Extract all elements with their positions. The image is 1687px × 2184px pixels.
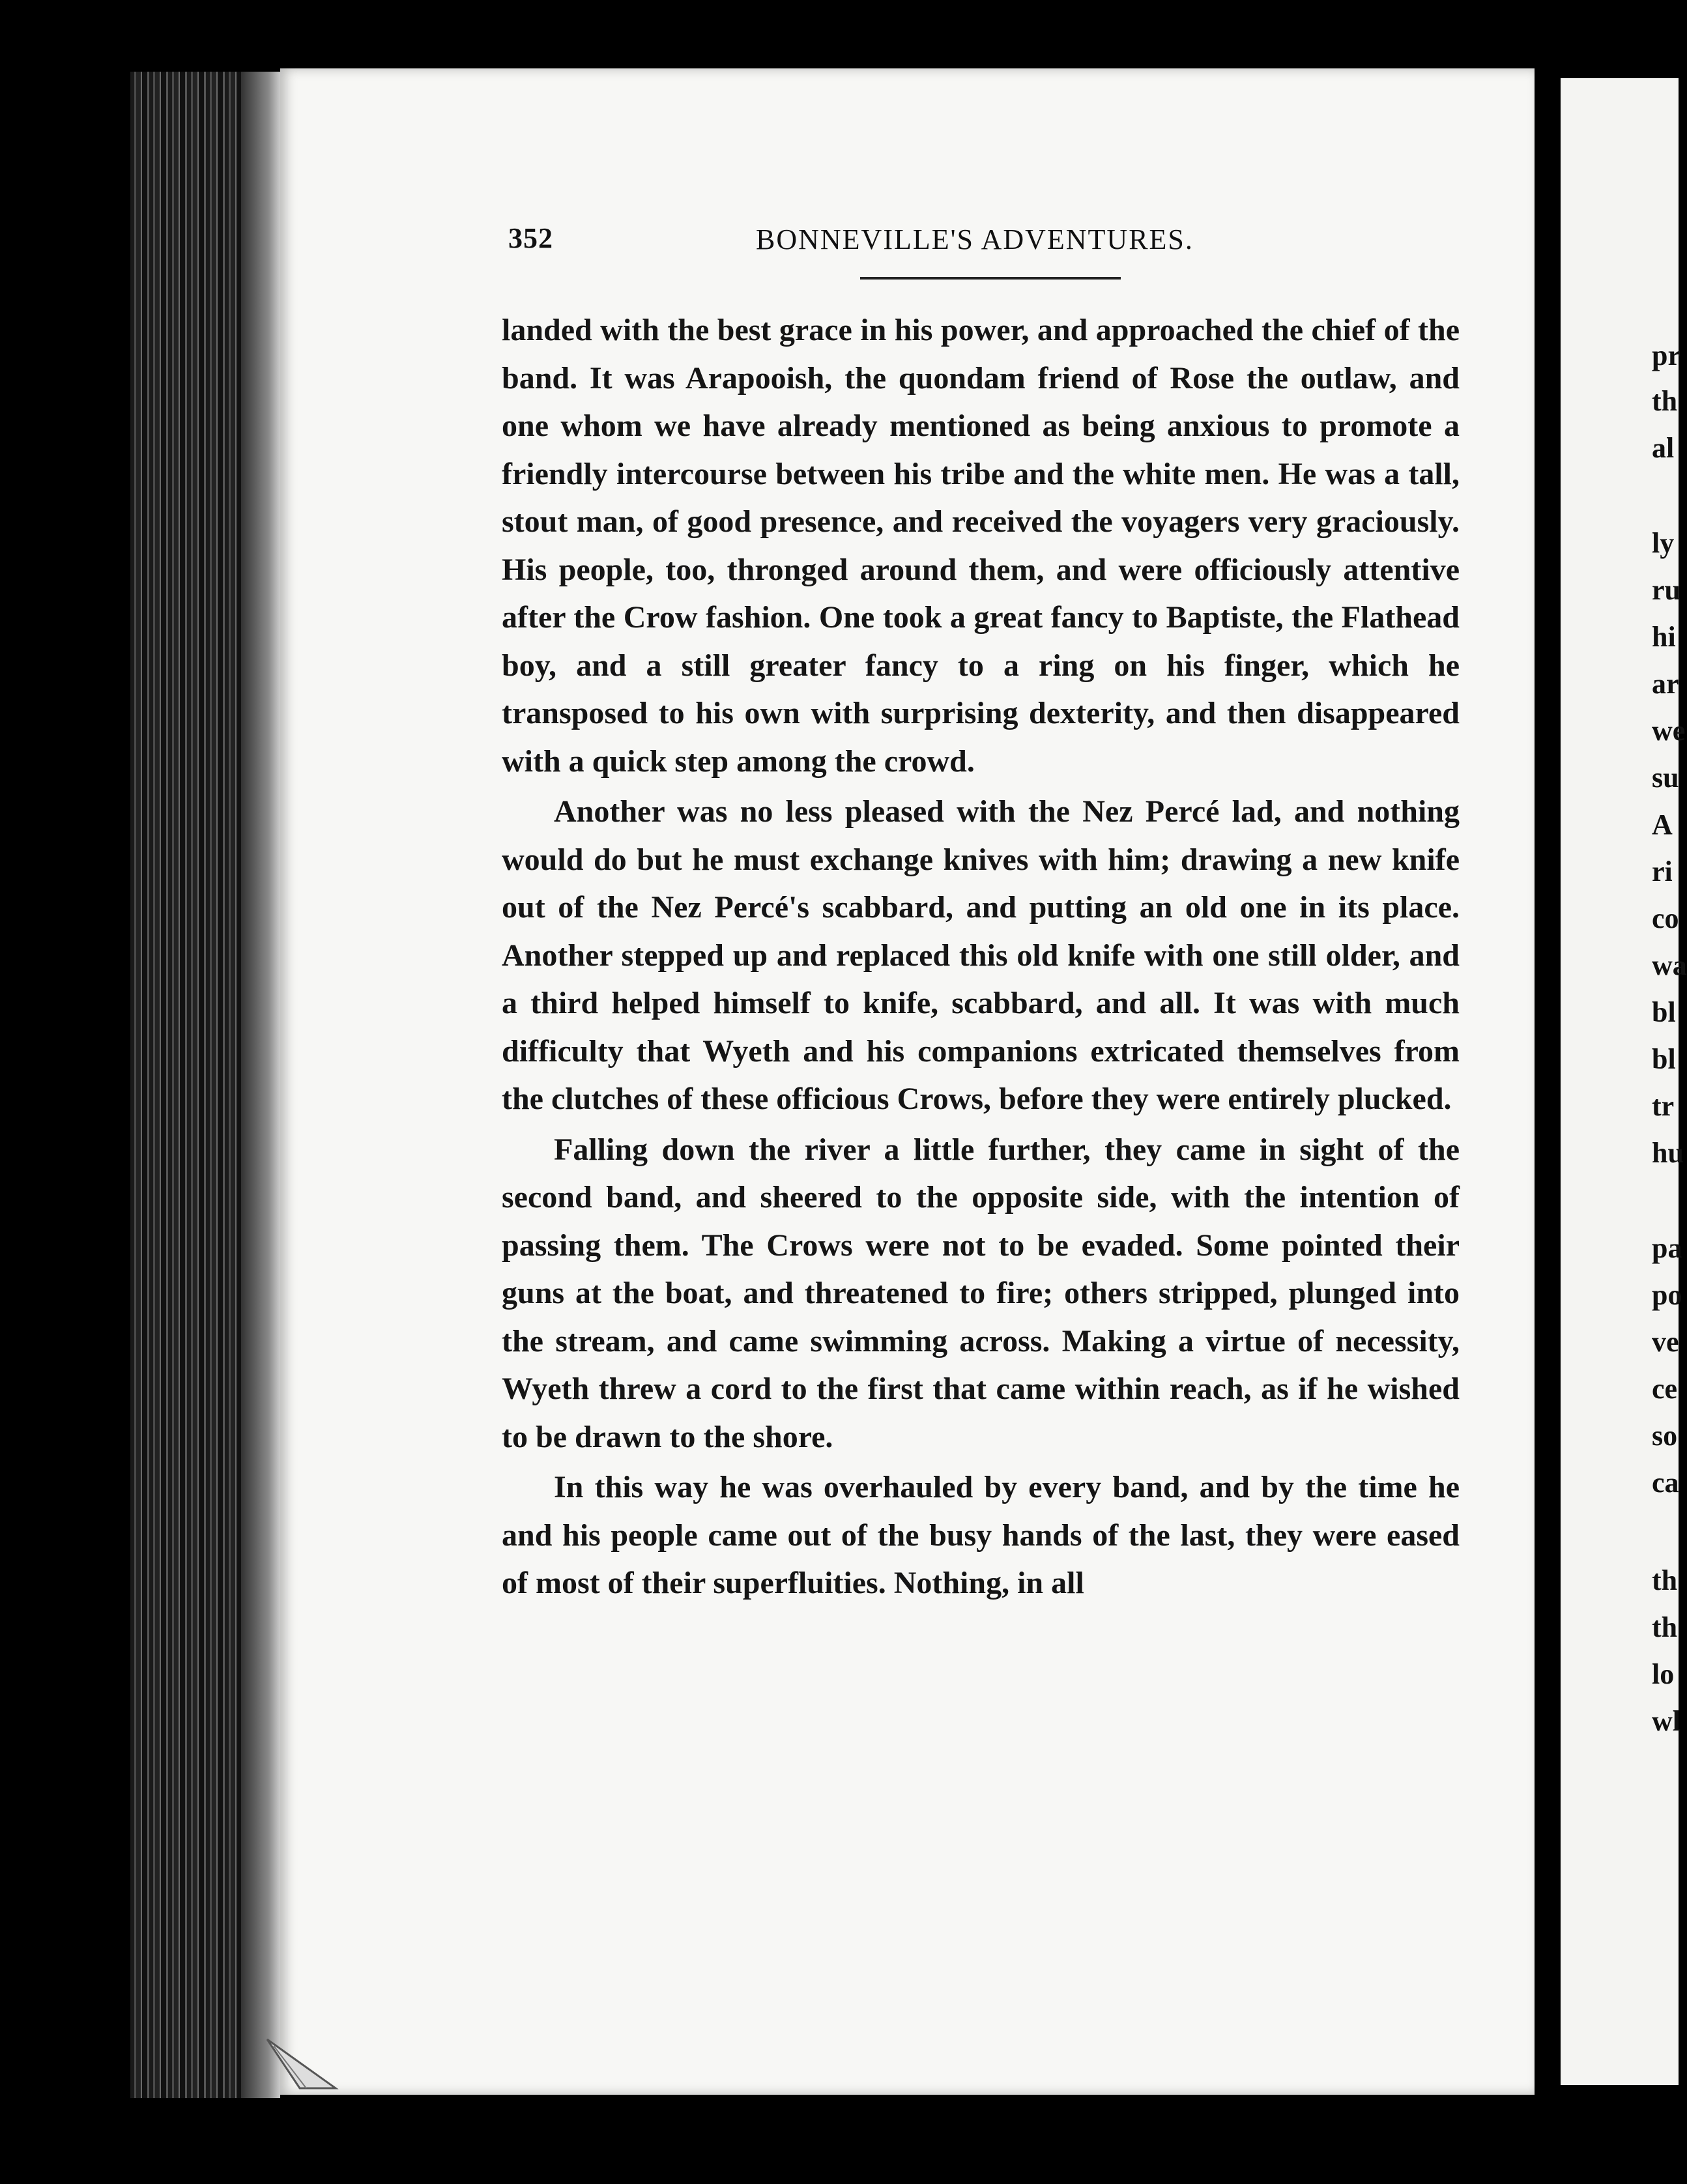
facing-page-fragment: ca [1652, 1467, 1679, 1499]
facing-page-edge [1561, 78, 1679, 2085]
facing-page-fragment: ve [1652, 1326, 1679, 1358]
facing-page-fragment: th [1652, 1564, 1678, 1596]
facing-page-fragment: hu [1652, 1137, 1684, 1169]
facing-page-fragment: tr [1652, 1090, 1675, 1122]
page-body-text [502, 306, 1460, 1607]
facing-page-fragment: so [1652, 1420, 1678, 1452]
facing-page-fragment: po [1652, 1279, 1682, 1311]
facing-page-fragment: ly [1652, 527, 1675, 559]
facing-page-fragment: th [1652, 1611, 1678, 1643]
paragraph: landed with the best grace in his power, and approached the chief of the band. It was Arapooish, the quondam friend of Rose the outlaw, and one whom we have already mentioned as being anxious to promote a friendly intercourse between his tribe and the white men. He was a tall, stout man, of good presence, and received the voyagers very graciously. His people, too, thronged around them, and were officiously attentive after the Crow fashion. One took a great fancy to Baptiste, the Flathead boy, and a still greater fancy to a ring on his finger, which he transposed to his own with surprising dexterity, and then disappeared with a quick step among the crowd. [502, 313, 1460, 779]
facing-page-fragment: ri [1652, 855, 1673, 887]
facing-page-fragment: bl [1652, 1043, 1676, 1075]
facing-page-fragment: wa [1652, 949, 1687, 981]
facing-page-fragment: th [1652, 385, 1678, 417]
facing-page-fragment: co [1652, 902, 1679, 934]
facing-page-fragment: we [1652, 715, 1686, 747]
page-number: 352 [508, 222, 553, 254]
facing-page-fragment: su [1652, 762, 1679, 794]
header-rule [860, 277, 1121, 280]
facing-page-fragment: pa [1652, 1232, 1682, 1264]
paragraph: Falling down the river a little further, they came in sight of the second band, and sheered to the opposite side, with the intention of passing them. The Crows were not to be evaded. Some pointed their guns at the boat, and threatened to fire; others stripped, plunged into the stream, and came swimming across. Making a virtue of necessity, Wyeth threw a cord to the first that came within reach, as if he wished to be drawn to the shore. [502, 1132, 1460, 1454]
facing-page-fragment: hi [1652, 621, 1676, 653]
facing-page-fragment: A [1652, 809, 1673, 841]
page-corner-fold [261, 2026, 339, 2091]
facing-page-fragment: wl [1652, 1705, 1680, 1737]
facing-page-fragment: ar [1652, 668, 1679, 700]
page-header [508, 222, 1303, 274]
facing-page-fragment: al [1652, 432, 1675, 464]
book-binding-edge [130, 72, 280, 2098]
paragraph: Another was no less pleased with the Nez Percé lad, and nothing would do but he must exchange knives with him; drawing a new knife out of the Nez Percé's scabbard, and putting an old one in its place. Another stepped up and replaced this old knife with one still older, and a third helped himself to knife, scabbard, and all. It was with much difficulty that Wyeth and his companions extricated themselves from the clutches of these officious Crows, before they were entirely plucked. [502, 794, 1460, 1116]
facing-page-fragment: lo [1652, 1658, 1675, 1690]
facing-page-fragment: pr [1652, 339, 1680, 371]
paragraph: In this way he was overhauled by every band, and by the time he and his people came out of the busy hands of the last, they were eased of most of their superfluities. Nothing, in all [502, 1470, 1460, 1600]
facing-page-fragment: bl [1652, 996, 1676, 1028]
facing-page-fragment: ce [1652, 1373, 1678, 1405]
running-head: BONNEVILLE'S ADVENTURES. [756, 223, 1194, 255]
facing-page-fragment: ru [1652, 574, 1680, 606]
